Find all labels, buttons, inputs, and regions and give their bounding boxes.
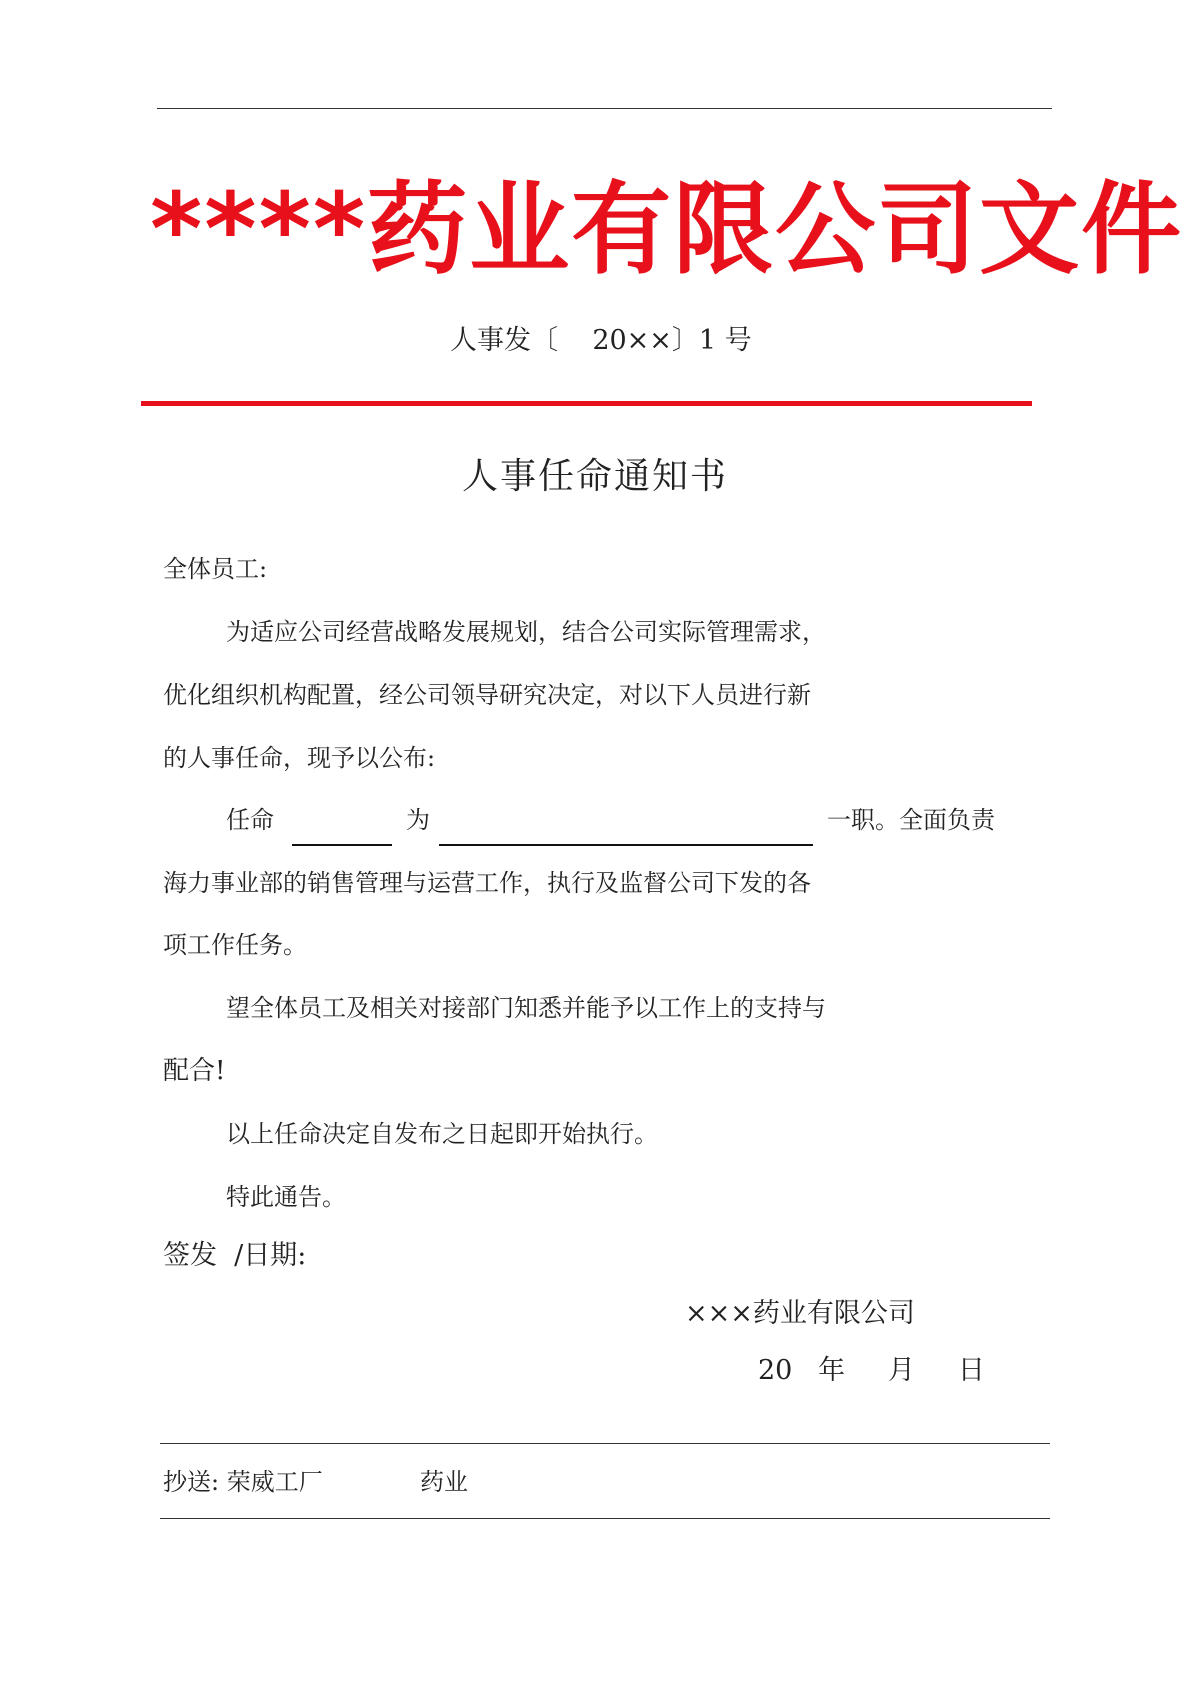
- paragraph-3-line-1: 望全体员工及相关对接部门知悉并能予以工作上的支持与: [226, 994, 826, 1022]
- paragraph-2-line-1: 海力事业部的销售管理与运营工作，执行及监督公司下发的各: [163, 869, 811, 897]
- paragraph-5: 特此通告。: [226, 1183, 346, 1211]
- appointee-name-blank[interactable]: [292, 844, 392, 846]
- issuing-company: ×××药业有限公司: [685, 1298, 915, 1329]
- document-title: 人事任命通知书: [461, 456, 728, 497]
- appoint-as-label: 为: [406, 806, 430, 834]
- sign-date-label: 签发 /日期:: [163, 1240, 307, 1271]
- paragraph-4: 以上任命决定自发布之日起即开始执行。: [226, 1120, 658, 1148]
- salutation: 全体员工:: [163, 555, 268, 583]
- paragraph-1-line-2: 优化组织机构配置，经公司领导研究决定，对以下人员进行新: [163, 681, 811, 709]
- top-rule: [157, 108, 1052, 109]
- appoint-post-text: 一职。全面负责: [827, 806, 995, 834]
- paragraph-1-line-1: 为适应公司经营战略发展规划，结合公司实际管理需求，: [226, 618, 826, 646]
- appoint-label: 任命: [226, 806, 274, 834]
- paragraph-3-line-2: 配合!: [163, 1056, 226, 1086]
- footer-rule-top: [160, 1443, 1050, 1444]
- cc-recipient: 药业: [420, 1468, 468, 1496]
- issue-date: 20 年 月 日: [758, 1355, 985, 1386]
- cc-label: 抄送: 荣威工厂: [163, 1468, 323, 1496]
- document-banner: ****药业有限公司文件: [150, 171, 1184, 288]
- footer-rule-bottom: [160, 1518, 1050, 1519]
- document-number: 人事发〔 20××〕1 号: [450, 325, 752, 356]
- red-header-rule: [141, 401, 1032, 406]
- position-blank[interactable]: [439, 844, 813, 846]
- paragraph-1-line-3: 的人事任命，现予以公布:: [163, 744, 436, 772]
- paragraph-2-line-2: 项工作任务。: [163, 931, 307, 959]
